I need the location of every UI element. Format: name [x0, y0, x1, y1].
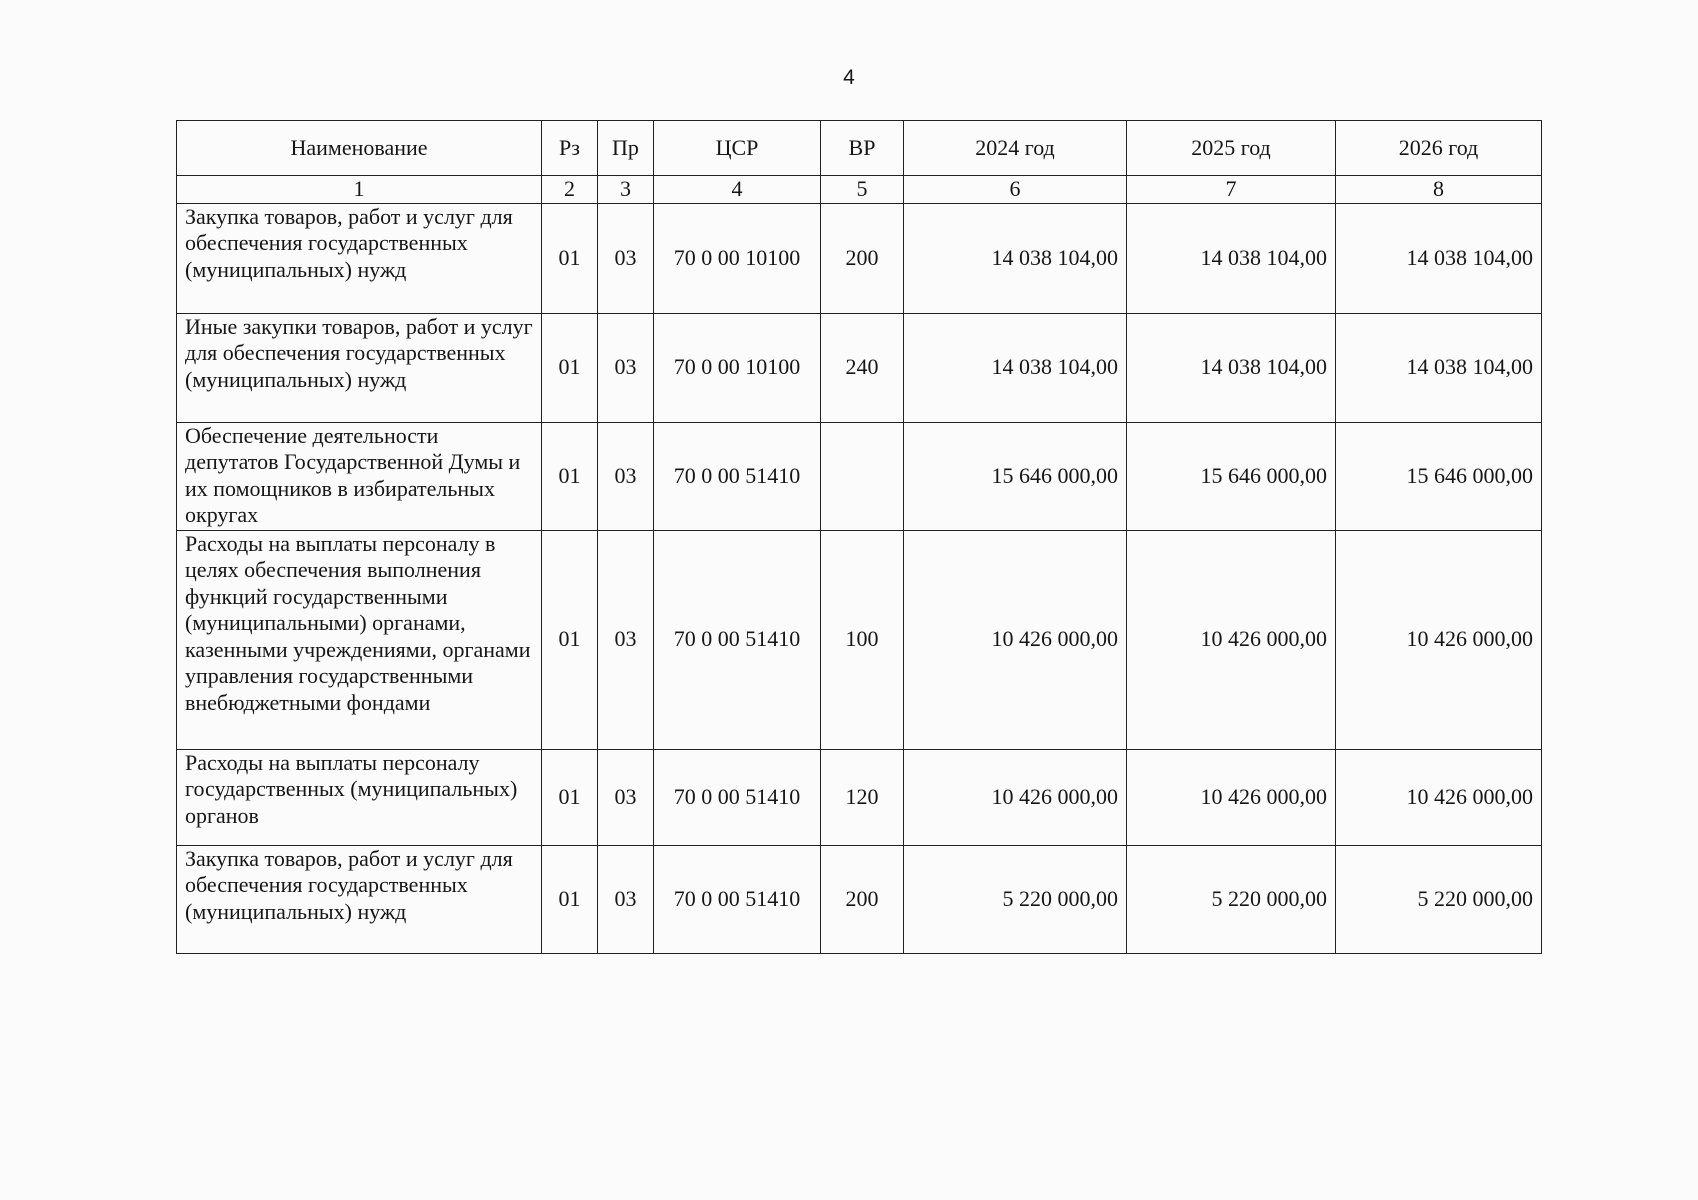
header-2026: 2026 год — [1336, 121, 1542, 176]
row-name: Расходы на выплаты персоналу в целях обеспечения выполнения функций государственными (муниципальными) органами, казенными учреждениями, органами управления государственными внебюджетными фондами — [177, 530, 542, 749]
row-pr: 03 — [598, 203, 654, 313]
row-amount-2024: 10 426 000,00 — [904, 749, 1127, 845]
row-csr: 70 0 00 10100 — [654, 203, 821, 313]
column-number: 7 — [1127, 176, 1336, 204]
row-name: Закупка товаров, работ и услуг для обеспечения государственных (муниципальных) нужд — [177, 845, 542, 953]
row-name: Расходы на выплаты персоналу государственных (муниципальных) органов — [177, 749, 542, 845]
page-number: 4 — [843, 66, 855, 89]
table-row — [177, 749, 1542, 845]
row-amount-2024: 5 220 000,00 — [904, 845, 1127, 953]
row-csr: 70 0 00 10100 — [654, 313, 821, 422]
column-number: 2 — [542, 176, 598, 204]
row-csr: 70 0 00 51410 — [654, 749, 821, 845]
row-rz: 01 — [542, 749, 598, 845]
row-amount-2024: 14 038 104,00 — [904, 313, 1127, 422]
row-pr: 03 — [598, 313, 654, 422]
row-amount-2026: 15 646 000,00 — [1336, 422, 1542, 530]
row-vr: 200 — [821, 845, 904, 953]
header-name: Наименование — [177, 121, 542, 176]
header-rz: Рз — [542, 121, 598, 176]
row-amount-2026: 10 426 000,00 — [1336, 749, 1542, 845]
row-amount-2025: 15 646 000,00 — [1127, 422, 1336, 530]
row-vr — [821, 422, 904, 530]
row-amount-2024: 10 426 000,00 — [904, 530, 1127, 749]
row-vr: 120 — [821, 749, 904, 845]
row-vr: 200 — [821, 203, 904, 313]
row-csr: 70 0 00 51410 — [654, 530, 821, 749]
row-rz: 01 — [542, 203, 598, 313]
row-amount-2025: 10 426 000,00 — [1127, 530, 1336, 749]
row-amount-2024: 14 038 104,00 — [904, 203, 1127, 313]
row-pr: 03 — [598, 749, 654, 845]
row-amount-2025: 10 426 000,00 — [1127, 749, 1336, 845]
row-pr: 03 — [598, 530, 654, 749]
column-number: 5 — [821, 176, 904, 204]
row-rz: 01 — [542, 530, 598, 749]
row-amount-2026: 5 220 000,00 — [1336, 845, 1542, 953]
header-csr: ЦСР — [654, 121, 821, 176]
column-number: 1 — [177, 176, 542, 204]
table-row — [177, 530, 1542, 749]
header-row — [177, 121, 1542, 176]
table-row — [177, 422, 1542, 530]
header-pr: Пр — [598, 121, 654, 176]
row-rz: 01 — [542, 313, 598, 422]
row-amount-2025: 14 038 104,00 — [1127, 203, 1336, 313]
row-rz: 01 — [542, 845, 598, 953]
row-amount-2025: 5 220 000,00 — [1127, 845, 1336, 953]
header-2025: 2025 год — [1127, 121, 1336, 176]
row-csr: 70 0 00 51410 — [654, 422, 821, 530]
header-vr: ВР — [821, 121, 904, 176]
table-row — [177, 313, 1542, 422]
table-row — [177, 203, 1542, 313]
row-pr: 03 — [598, 422, 654, 530]
row-pr: 03 — [598, 845, 654, 953]
row-amount-2026: 14 038 104,00 — [1336, 313, 1542, 422]
row-vr: 100 — [821, 530, 904, 749]
column-number: 6 — [904, 176, 1127, 204]
row-vr: 240 — [821, 313, 904, 422]
budget-table — [176, 120, 1542, 954]
row-rz: 01 — [542, 422, 598, 530]
row-amount-2026: 10 426 000,00 — [1336, 530, 1542, 749]
column-number: 3 — [598, 176, 654, 204]
row-name: Иные закупки товаров, работ и услуг для обеспечения государственных (муниципальных) нужд — [177, 313, 542, 422]
row-csr: 70 0 00 51410 — [654, 845, 821, 953]
row-amount-2026: 14 038 104,00 — [1336, 203, 1542, 313]
header-2024: 2024 год — [904, 121, 1127, 176]
row-name: Обеспечение деятельности депутатов Государственной Думы и их помощников в избирательных округах — [177, 422, 542, 530]
row-amount-2025: 14 038 104,00 — [1127, 313, 1336, 422]
row-name: Закупка товаров, работ и услуг для обеспечения государственных (муниципальных) нужд — [177, 203, 542, 313]
row-amount-2024: 15 646 000,00 — [904, 422, 1127, 530]
column-number: 4 — [654, 176, 821, 204]
column-number: 8 — [1336, 176, 1542, 204]
table-row — [177, 845, 1542, 953]
column-number-row — [177, 176, 1542, 204]
